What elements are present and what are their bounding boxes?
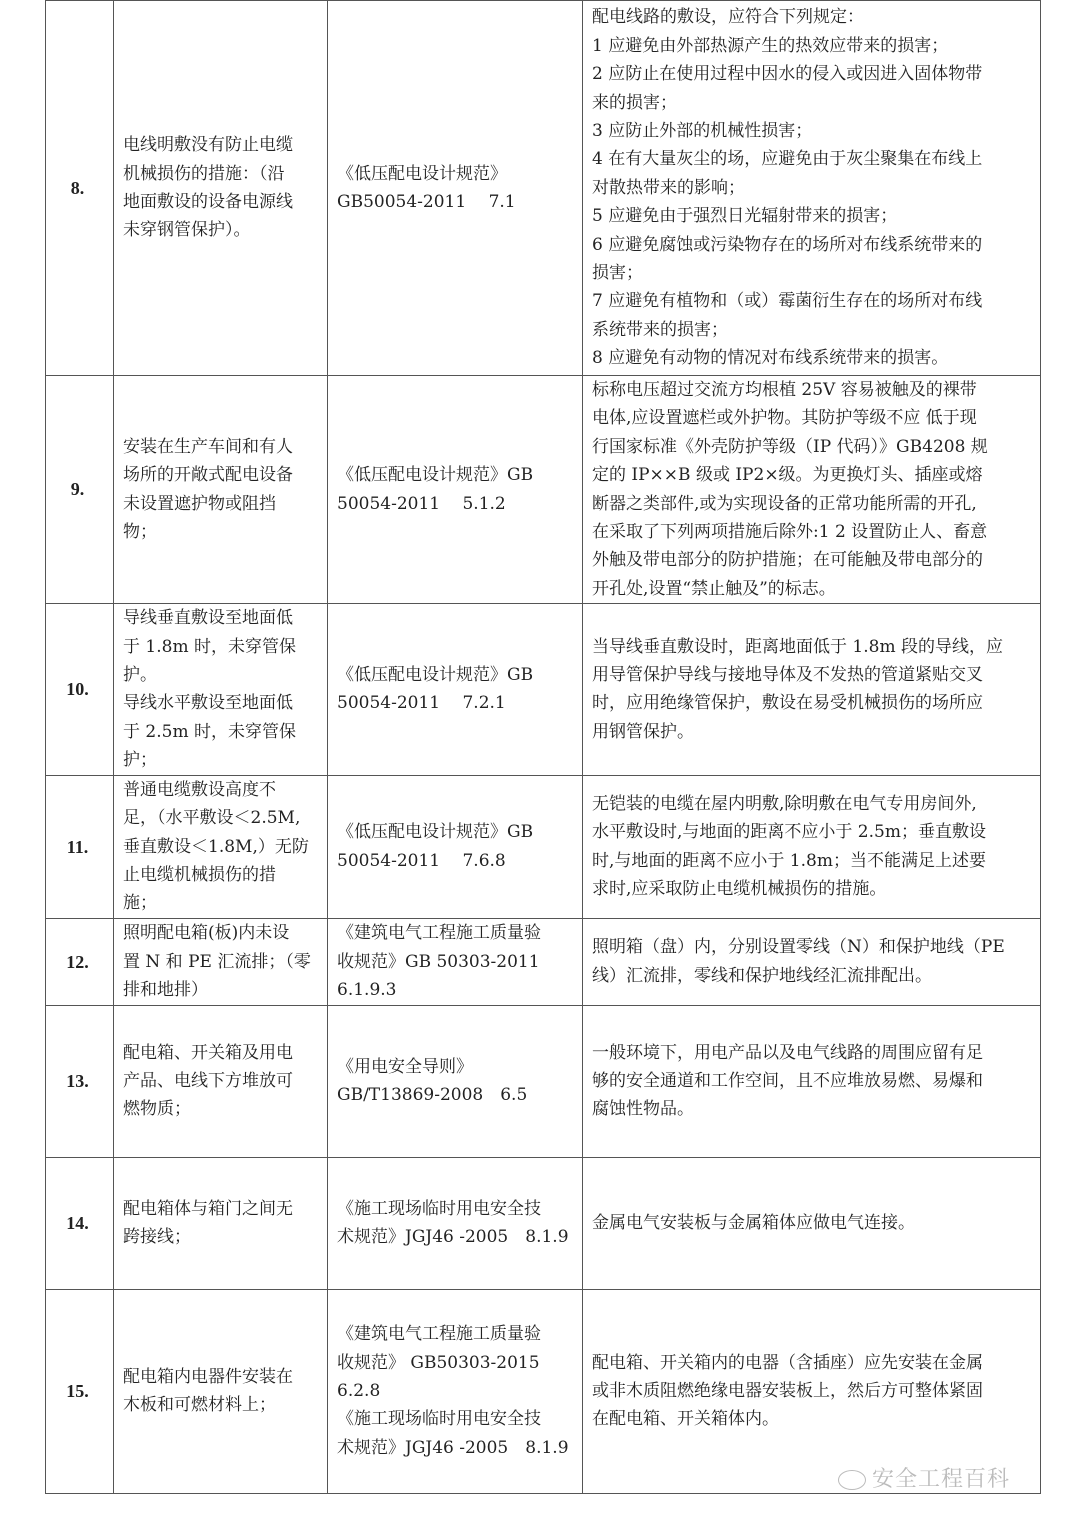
requirement-line: 用导管保护导线与接地导体及不发热的管道紧贴交叉: [592, 665, 983, 686]
requirement-line: 用钢管保护。: [592, 721, 694, 742]
requirement-line: 5 应避免由于强烈日光辐射带来的损害；: [592, 206, 898, 227]
issue-line: 于 1.8m 时，未穿管保: [123, 636, 296, 657]
issue-line: 木板和可燃材料上；: [123, 1395, 276, 1416]
standard-line: GB/T13869-2008 6.5: [337, 1085, 528, 1106]
issue-line: 照明配电箱(板)内未设: [123, 923, 290, 944]
standard-cell: [328, 1005, 583, 1157]
requirement-cell: [583, 604, 1041, 775]
issue-line: 配电箱内电器件安装在: [123, 1366, 293, 1387]
issue-cell: [114, 918, 328, 1005]
issue-line: 电线明敷没有防止电缆: [123, 135, 293, 156]
requirement-line: 在采取了下列两项措施后除外:1 2 设置防止人、畜意: [592, 522, 988, 543]
issue-cell: [114, 1289, 328, 1493]
requirement-line: 来的损害；: [592, 92, 677, 113]
issue-line: 排和地排）: [123, 979, 208, 1000]
requirement-line: 无铠装的电缆在屋内明敷,除明敷在电气专用房间外,: [592, 793, 977, 814]
requirement-line: 电体,应设置遮栏或外护物。其防护等级不应 低于现: [592, 408, 977, 429]
requirement-line: 够的安全通道和工作空间，且不应堆放易燃、易爆和: [592, 1071, 983, 1092]
requirement-line: 腐蚀性物品。: [592, 1099, 694, 1120]
requirement-line: 时，应用绝缘管保护，敷设在易受机械损伤的场所应: [592, 693, 983, 714]
issue-line: 置 N 和 PE 汇流排；（零: [123, 951, 311, 972]
requirement-line: 系统带来的损害；: [592, 319, 728, 340]
requirement-line: 一般环境下，用电产品以及电气线路的周围应留有足: [592, 1042, 983, 1063]
standard-line: 收规范》 GB50303-2015: [337, 1352, 540, 1373]
requirement-cell: [583, 376, 1041, 604]
requirement-line: 或非木质阻燃绝缘电器安装板上，然后方可整体紧固: [592, 1381, 983, 1402]
row-number: 14.: [46, 1157, 114, 1289]
issue-cell: [114, 1157, 328, 1289]
requirement-line: 定的 IP××B 级或 IP2×级。为更换灯头、插座或熔: [592, 465, 983, 486]
issue-line: 未设置遮护物或阻挡: [123, 493, 276, 514]
standard-line: 《建筑电气工程施工质量验: [337, 1324, 541, 1345]
requirement-line: 当导线垂直敷设时，距离地面低于 1.8m 段的导线，应: [592, 636, 1003, 657]
issue-line: 普通电缆敷设高度不: [123, 779, 276, 800]
table-row: [46, 376, 1041, 604]
standard-cell: [328, 1, 583, 376]
requirement-cell: [583, 918, 1041, 1005]
requirement-line: 外触及带电部分的防护措施；在可能触及带电部分的: [592, 550, 983, 571]
table-row: [46, 918, 1041, 1005]
standard-line: 术规范》JGJ46 -2005 8.1.9: [337, 1437, 569, 1458]
requirement-line: 7 应避免有植物和（或）霉菌衍生存在的场所对布线: [592, 291, 983, 312]
requirement-cell: [583, 1, 1041, 376]
standard-line: 《低压配电设计规范》GB: [337, 822, 534, 843]
table-row: [46, 775, 1041, 918]
standard-line: 《建筑电气工程施工质量验: [337, 923, 541, 944]
requirement-line: 4 在有大量灰尘的场，应避免由于灰尘聚集在布线上: [592, 149, 983, 170]
requirement-line: 水平敷设时,与地面的距离不应小于 2.5m；垂直敷设: [592, 822, 986, 843]
row-number: 12.: [46, 918, 114, 1005]
requirement-line: 金属电气安装板与金属箱体应做电气连接。: [592, 1213, 915, 1234]
requirement-line: 8 应避免有动物的情况对布线系统带来的损害。: [592, 348, 949, 369]
requirement-line: 配电箱、开关箱内的电器（含插座）应先安装在金属: [592, 1352, 983, 1373]
row-number: 9.: [46, 376, 114, 604]
standard-cell: [328, 918, 583, 1005]
standard-line: GB50054-2011 7.1: [337, 192, 516, 212]
table-row: [46, 1, 1041, 376]
requirement-line: 2 应防止在使用过程中因水的侵入或因进入固体物带: [592, 64, 983, 85]
standard-cell: [328, 1289, 583, 1493]
issue-line: 场所的开敞式配电设备: [123, 465, 293, 486]
row-number: 13.: [46, 1005, 114, 1157]
watermark-text: 安全工程百科: [872, 1467, 1011, 1492]
requirement-line: 损害；: [592, 263, 643, 284]
table-row: [46, 604, 1041, 775]
requirement-line: 6 应避免腐蚀或污染物存在的场所对布线系统带来的: [592, 234, 983, 255]
row-number: 11.: [46, 775, 114, 918]
issue-line: 配电箱、开关箱及用电: [123, 1042, 293, 1063]
standard-line: 《低压配电设计规范》: [337, 163, 507, 184]
standard-line: 《低压配电设计规范》GB: [337, 465, 534, 486]
issue-line: 垂直敷设＜1.8M,）无防: [123, 836, 309, 857]
watermark: [838, 1462, 1010, 1493]
issue-line: 配电箱体与箱门之间无: [123, 1198, 293, 1219]
requirement-line: 3 应防止外部的机械性损害；: [592, 120, 813, 141]
requirement-cell: [583, 1005, 1041, 1157]
issue-cell: [114, 604, 328, 775]
issue-line: 机械损伤的措施：（沿: [123, 163, 285, 184]
issue-line: 施；: [123, 893, 157, 914]
standard-line: 《用电安全导则》: [337, 1056, 473, 1077]
standard-line: 50054-2011 7.6.8: [337, 850, 506, 871]
requirement-cell: [583, 1157, 1041, 1289]
requirement-line: 断器之类部件,或为实现设备的正常功能所需的开孔,: [592, 493, 977, 514]
issue-cell: [114, 775, 328, 918]
safety-issues-table: [45, 0, 1041, 1494]
issue-line: 足，（水平敷设＜2.5M,: [123, 808, 301, 829]
requirement-line: 标称电压超过交流方均根植 25V 容易被触及的裸带: [592, 380, 977, 400]
row-number: 8.: [46, 1, 114, 376]
standard-line: 6.1.9.3: [337, 979, 397, 1000]
issue-line: 止电缆机械损伤的措: [123, 864, 276, 885]
requirement-line: 开孔处,设置“禁止触及”的标志。: [592, 578, 836, 599]
issue-line: 燃物质；: [123, 1099, 191, 1120]
standard-cell: [328, 1157, 583, 1289]
requirement-line: 求时,应采取防止电缆机械损伤的措施。: [592, 879, 887, 900]
issue-line: 产品、电线下方堆放可: [123, 1071, 293, 1092]
issue-line: 安装在生产车间和有人: [123, 436, 293, 457]
standard-line: 《施工现场临时用电安全技: [337, 1198, 541, 1219]
issue-line: 物；: [123, 522, 157, 543]
standard-line: 《施工现场临时用电安全技: [337, 1409, 541, 1430]
issue-line: 导线垂直敷设至地面低: [123, 608, 293, 629]
requirement-line: 配电线路的敷设，应符合下列规定：: [592, 7, 864, 28]
requirement-cell: [583, 775, 1041, 918]
row-number: 15.: [46, 1289, 114, 1493]
standard-cell: [328, 604, 583, 775]
standard-line: 收规范》GB 50303-2011: [337, 951, 540, 972]
row-number: 10.: [46, 604, 114, 775]
table-row: [46, 1157, 1041, 1289]
issue-line: 未穿钢管保护）。: [123, 220, 251, 241]
standard-line: 50054-2011 5.1.2: [337, 493, 506, 514]
issue-line: 跨接线；: [123, 1227, 191, 1248]
issue-line: 于 2.5m 时，未穿管保: [123, 721, 296, 742]
issue-line: 地面敷设的设备电源线: [123, 192, 293, 212]
issue-line: 护。: [123, 665, 157, 686]
standard-line: 6.2.8: [337, 1381, 381, 1402]
requirement-line: 时,与地面的距离不应小于 1.8m；当不能满足上述要: [592, 850, 986, 871]
requirement-line: 在配电箱、开关箱体内。: [592, 1409, 779, 1430]
table-row: [46, 1005, 1041, 1157]
requirement-line: 对散热带来的影响；: [592, 177, 745, 198]
issue-cell: [114, 376, 328, 604]
standard-line: 50054-2011 7.2.1: [337, 693, 506, 714]
standard-cell: [328, 376, 583, 604]
issue-cell: [114, 1005, 328, 1157]
requirement-line: 行国家标准《外壳防护等级（IP 代码）》GB4208 规: [592, 436, 988, 457]
requirement-line: 1 应避免由外部热源产生的热效应带来的损害；: [592, 35, 949, 56]
wechat-icon: [838, 1470, 866, 1490]
standard-line: 术规范》JGJ46 -2005 8.1.9: [337, 1227, 569, 1248]
requirement-line: 照明箱（盘）内，分别设置零线（N）和保护地线（PE: [592, 937, 1005, 958]
issue-line: 护；: [123, 750, 157, 771]
standard-cell: [328, 775, 583, 918]
issue-line: 导线水平敷设至地面低: [123, 693, 293, 714]
standard-line: 《低压配电设计规范》GB: [337, 665, 534, 686]
requirement-line: 线）汇流排，零线和保护地线经汇流排配出。: [592, 965, 932, 986]
issue-cell: [114, 1, 328, 376]
